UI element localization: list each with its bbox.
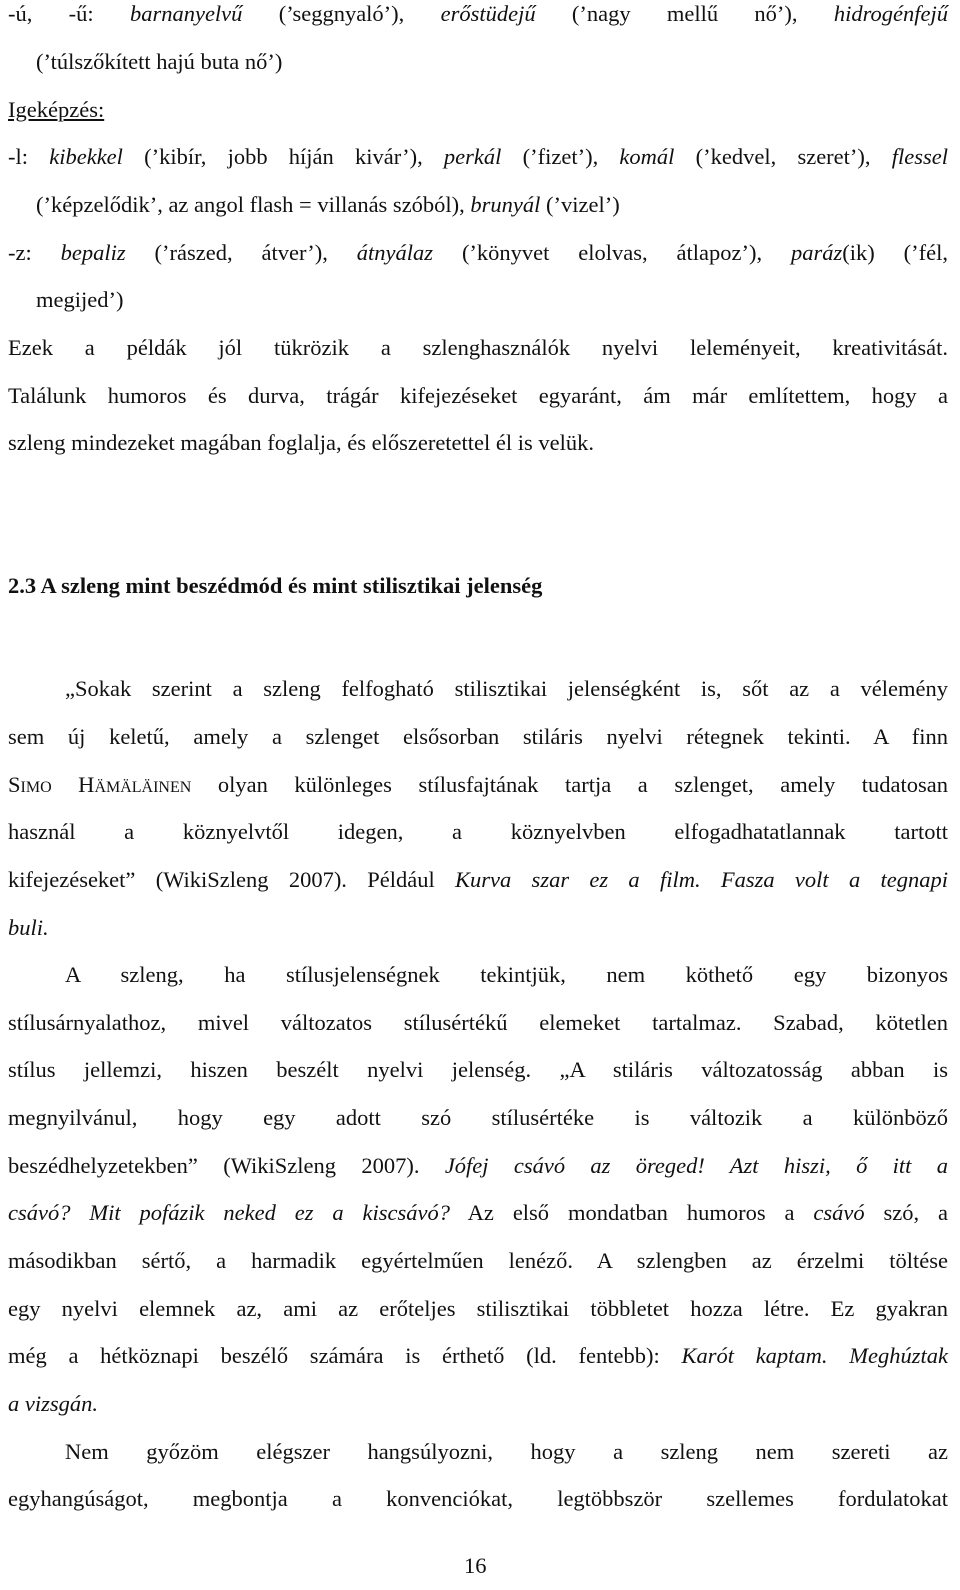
text-line-22: beszédhelyzetekben” (WikiSzleng 2007). Jófej csávó az öreged! Azt hiszi, ő itt a — [8, 1153, 949, 1178]
text-line-16: kifejezéseket” (WikiSzleng 2007). Például Kurva szar ez a film. Fasza volt a tegnapi — [8, 867, 948, 892]
text-line-6: -z: bepaliz (’rászed, átver’), átnyálaz (’könyvet elolvas, átlapoz’), paráz(ik) (’fél, — [8, 240, 949, 265]
text-line-24: másodikban sértő, a harmadik egyértelműen lenéző. A szlengben az érzelmi töltése — [8, 1248, 948, 1273]
text-line-26: még a hétköznapi beszélő számára is érthető (ld. fentebb): Karót kaptam. Meghúztak — [8, 1343, 949, 1368]
text-line-10: szleng mindezeket magában foglalja, és előszeretettel él is velük. — [8, 430, 595, 455]
text-line-15: használ a köznyelvtől idegen, a köznyelvben elfogadhatatlannak tartott — [8, 819, 948, 844]
text-line-2: (’túlszőkített hajú buta nő’) — [36, 49, 283, 74]
section-label-igekepzes: Igeképzés: — [8, 97, 105, 122]
text-line-12: „Sokak szerint a szleng felfogható stilisztikai jelenségként is, sőt az a vélemény — [65, 676, 948, 701]
text-line-20: stílus jellemzi, hiszen beszélt nyelvi jelenség. „A stiláris változatosság abban is — [8, 1057, 948, 1082]
text-line-23: csávó? Mit pofázik neked ez a kiscsávó? Az első mondatban humoros a csávó szó, a — [8, 1200, 948, 1225]
text-line-1: -ú, -ű: barnanyelvű (’seggnyaló’), erőstüdejű (’nagy mellű nő’), hidrogénfejű — [8, 1, 948, 26]
text-line-4: -l: kibekkel (’kibír, jobb híján kivár’), perkál (’fizet’), komál (’kedvel, szeret’), flessel — [8, 144, 948, 169]
text-line-5: (’képzelődik’, az angol flash = villanás szóból), brunyál (’vizel’) — [36, 192, 620, 217]
text-line-27: a vizsgán. — [8, 1391, 98, 1416]
text-line-21: megnyilvánul, hogy egy adott szó stílusértéke is változik a különböző — [8, 1105, 948, 1130]
text-line-18: A szleng, ha stílusjelenségnek tekintjük, nem köthető egy bizonyos — [65, 962, 948, 987]
text-line-7: megijed’) — [36, 287, 124, 312]
text-line-14: SIMO HÄMÄLÄINEN olyan különleges stílusfajtának tartja a szlenget, amely tudatosan — [8, 772, 948, 797]
text-line-13: sem új keletű, amely a szlenget elsősorban stiláris nyelvi rétegnek tekinti. A finn — [8, 724, 948, 749]
text-line-9: Találunk humoros és durva, trágár kifejezéseket egyaránt, ám már említettem, hogy a — [8, 383, 948, 408]
text-line-29: egyhangúságot, megbontja a konvenciókat, legtöbbször szellemes fordulatokat — [8, 1486, 948, 1511]
document-page — [8, 0, 948, 1590]
section-heading: 2.3 A szleng mint beszédmód és mint stilisztikai jelenség — [8, 573, 543, 598]
text-line-17: buli. — [8, 915, 49, 940]
text-line-25: egy nyelvi elemnek az, ami az erőteljes stilisztikai többletet hozza létre. Ez gyakran — [8, 1296, 948, 1321]
text-line-8: Ezek a példák jól tükrözik a szlenghasználók nyelvi leleményeit, kreativitását. — [8, 335, 948, 360]
page-number: 16 — [464, 1553, 487, 1578]
text-line-28: Nem győzöm elégszer hangsúlyozni, hogy a szleng nem szereti az — [65, 1439, 948, 1464]
text-line-19: stílusárnyalathoz, mivel változatos stílusértékű elemeket tartalmaz. Szabad, kötetlen — [8, 1010, 948, 1035]
